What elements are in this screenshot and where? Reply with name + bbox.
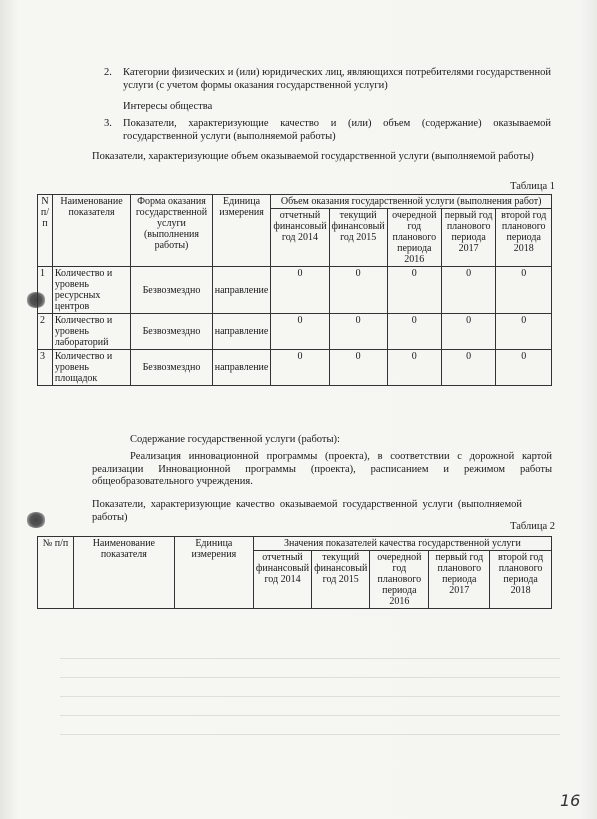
row-value: 0 — [387, 267, 441, 314]
row-num: 1 — [38, 267, 53, 314]
t2-header-year-2014: отчетный финансовый год 2014 — [253, 551, 311, 609]
t1-header-year-2016: очередной год планового периода 2016 — [387, 209, 441, 267]
t2-header-values: Значения показателей качества государственной услуги — [253, 537, 551, 551]
row-num: 3 — [38, 350, 53, 386]
table-row — [38, 314, 552, 350]
t1-header-volume: Объем оказания государственной услуги (выполнения работ) — [271, 195, 552, 209]
punch-hole-bottom — [26, 512, 46, 528]
row-value: 0 — [271, 267, 329, 314]
t2-header-year-2018: второй год планового периода 2018 — [490, 551, 552, 609]
volume-heading: Показатели, характеризующие объем оказываемой государственной услуги (выполняемой работы) — [92, 151, 534, 162]
t2-header-year-2017: первый год планового периода 2017 — [429, 551, 490, 609]
row-name: Количество и уровень ресурсных центров — [52, 267, 130, 314]
row-value: 0 — [496, 314, 552, 350]
bleed-through-lines — [60, 640, 560, 750]
quality-heading: Показатели, характеризующие качество оказываемой государственной услуги (выполняемой работы) — [92, 499, 522, 523]
row-unit: направление — [212, 314, 271, 350]
row-value: 0 — [329, 314, 387, 350]
page-number: 16 — [560, 791, 581, 810]
row-value: 0 — [271, 314, 329, 350]
row-value: 0 — [387, 314, 441, 350]
t2-header-name: Наименование показателя — [73, 537, 174, 609]
row-value: 0 — [441, 267, 496, 314]
interest-text: Интересы общества — [123, 101, 213, 112]
t2-header-unit: Единица измерения — [174, 537, 253, 609]
row-value: 0 — [271, 350, 329, 386]
content-heading: Содержание государственной услуги (работы): — [130, 434, 340, 445]
row-form: Безвозмездно — [131, 314, 213, 350]
t1-header-unit: Единица измерения — [212, 195, 271, 267]
t1-header-year-2014: отчетный финансовый год 2014 — [271, 209, 329, 267]
volume-table — [37, 194, 552, 386]
row-name: Количество и уровень лабораторий — [52, 314, 130, 350]
t1-header-year-2017: первый год планового периода 2017 — [441, 209, 496, 267]
table2-caption: Таблица 2 — [510, 521, 555, 532]
row-num: 2 — [38, 314, 53, 350]
row-name: Количество и уровень площадок — [52, 350, 130, 386]
table-row — [38, 267, 552, 314]
t2-header-num: № п/п — [38, 537, 74, 609]
t1-header-name: Наименование показателя — [52, 195, 130, 267]
row-value: 0 — [387, 350, 441, 386]
table1-caption: Таблица 1 — [510, 181, 555, 192]
t1-header-form: Форма оказания государственной услуги (выполнения работы) — [131, 195, 213, 267]
row-unit: направление — [212, 267, 271, 314]
t1-header-year-2018: второй год планового периода 2018 — [496, 209, 552, 267]
t1-header-year-2015: текущий финансовый год 2015 — [329, 209, 387, 267]
item-2-number: 2. — [104, 67, 112, 78]
content-text: Реализация инновационной программы (проекта), в соответствии с дорожной картой реализации Инновационной программы (проекта), расписанием и режимом работы общеобразовательного учреждения. — [92, 451, 552, 487]
row-form: Безвозмездно — [131, 350, 213, 386]
row-value: 0 — [496, 350, 552, 386]
item-3-text: Показатели, характеризующие качество и (или) объем (содержание) оказываемой государственной услуги (выполняемой работы) — [123, 118, 551, 142]
row-unit: направление — [212, 350, 271, 386]
t2-header-year-2015: текущий финансовый год 2015 — [312, 551, 370, 609]
t1-header-num: N п/п — [38, 195, 53, 267]
row-value: 0 — [329, 267, 387, 314]
t2-header-year-2016: очередной год планового периода 2016 — [370, 551, 429, 609]
row-value: 0 — [329, 350, 387, 386]
item-2-text: Категории физических и (или) юридических лиц, являющихся потребителями государственной услуги (с учетом формы оказания государственной услуги) — [123, 67, 551, 91]
item-3-number: 3. — [104, 118, 112, 129]
row-value: 0 — [441, 314, 496, 350]
row-value: 0 — [441, 350, 496, 386]
quality-table — [37, 536, 552, 609]
table-row — [38, 350, 552, 386]
row-form: Безвозмездно — [131, 267, 213, 314]
row-value: 0 — [496, 267, 552, 314]
